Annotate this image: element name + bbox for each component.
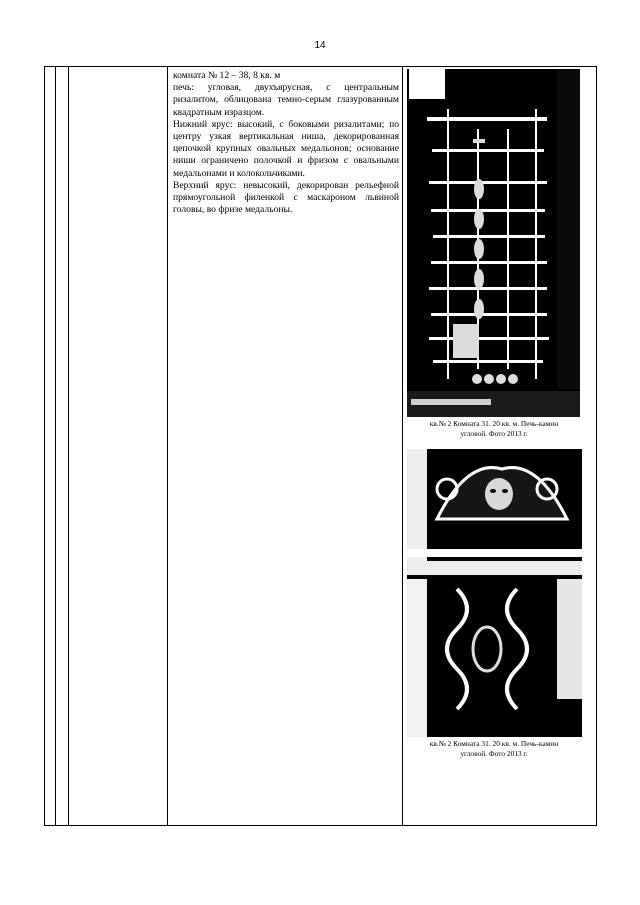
table-column-divider bbox=[68, 67, 69, 825]
description-paragraph: Нижний ярус: высокий, с боковыми ризалитами; по центру узкая вертикальная ниша, декорированная цепочкой крупных овальных медальонов; основание ниши ограничено полочкой и фризом с овальными медальонами и колокольчиками. bbox=[173, 118, 399, 179]
table-column-divider bbox=[402, 67, 403, 825]
photo-caption: кв.№ 2 Комната 31. 20 кв. м. Печь-камин угловой. Фото 2013 г. bbox=[429, 739, 559, 758]
description-table bbox=[44, 66, 597, 826]
room-heading: комната № 12 – 38, 8 кв. м bbox=[173, 70, 281, 81]
lion-mask-photo bbox=[407, 449, 582, 737]
photo-caption: кв.№ 2 Комната 31. 20 кв. м. Печь-камин угловой. Фото 2013 г. bbox=[429, 419, 559, 438]
table-column-divider bbox=[55, 67, 56, 825]
description-paragraph: печь: угловая, двухъярусная, с центральным ризалитом, облицована темно-серым глазурованным квадратным изразцом. bbox=[173, 82, 399, 118]
description-paragraph: Верхний ярус: невысокий, декорирован рельефной прямоугольной филенкой с маскароном львиной головы, во фризе медальоны. bbox=[173, 179, 399, 216]
page-number: 14 bbox=[314, 40, 326, 51]
table-column-divider bbox=[167, 67, 168, 825]
object-description bbox=[173, 70, 399, 216]
stove-photo bbox=[407, 69, 580, 417]
